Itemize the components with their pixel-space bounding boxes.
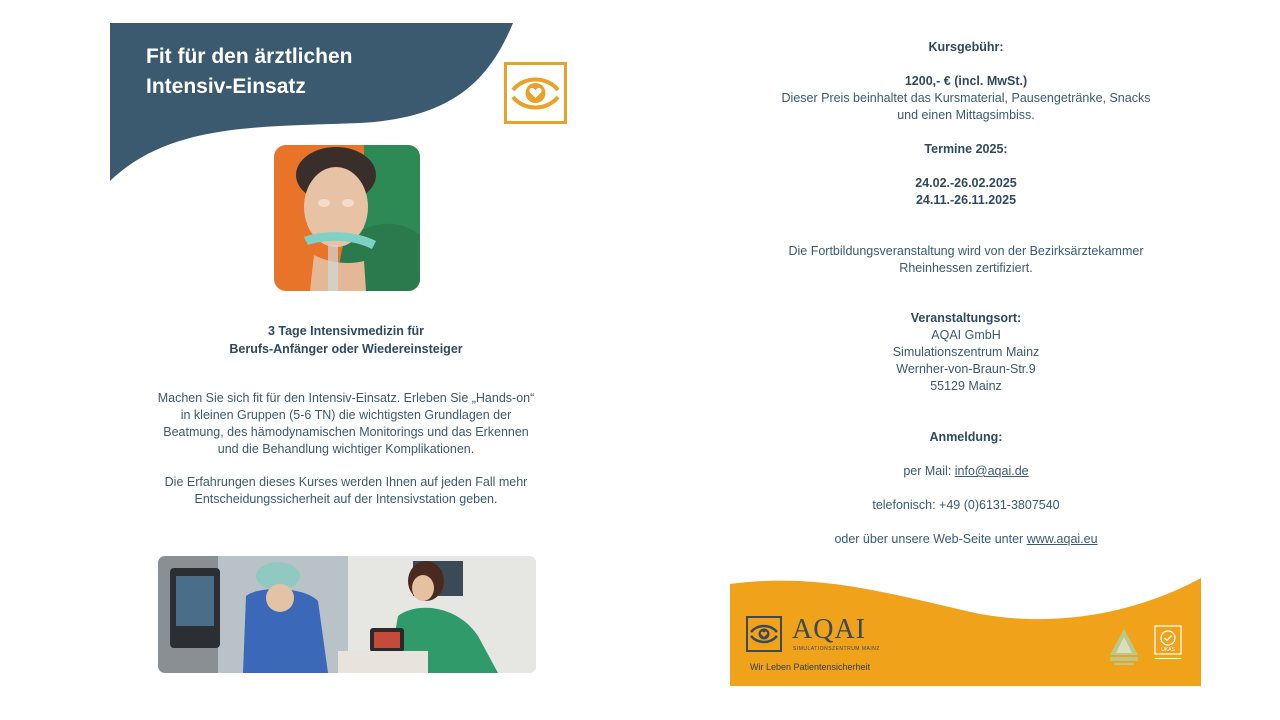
email-link[interactable]: info@aqai.de [954,464,1029,478]
mail-line [740,463,1192,480]
fee-note: und einen Mittagsimbiss. [897,108,1035,122]
page-title [146,42,353,102]
course-date: 24.02.-26.02.2025 [915,176,1017,190]
web-prefix: oder über unsere Web-Seite unter [834,532,1027,546]
venue-section [740,310,1192,395]
fee-value: 1200,- € (incl. MwSt.) [904,74,1028,88]
course-date: 24.11.-26.11.2025 [915,193,1017,207]
venue-line: AQAI GmbH [931,328,1001,342]
dates-heading: Termine 2025: [924,142,1008,156]
fee-heading: Kursgebühr: [928,40,1004,54]
title-line-2: Intensiv-Einsatz [146,75,306,98]
subtitle-line-2: Berufs-Anfänger oder Wiedereinsteiger [229,342,463,356]
description-line: Beatmung, des hämodynamischen Monitorings und das Erkennen [163,425,529,439]
description-line: in kleinen Gruppen (5-6 TN) die wichtigsten Grundlagen der [180,408,512,422]
benefit-line: Die Erfahrungen dieses Kurses werden Ihnen auf jeden Fall mehr [164,475,528,489]
ukas-badge [1152,625,1184,669]
venue-line: Wernher-von-Braun-Str.9 [896,362,1036,376]
certification-line: Rheinhessen zertifiziert. [899,261,1033,275]
description-line: und die Behandlung wichtiger Komplikationen. [217,442,475,456]
venue-line: 55129 Mainz [930,379,1002,393]
phone-line: telefonisch: +49 (0)6131-3807540 [872,498,1060,512]
brand-name: AQAI [792,614,866,645]
course-subtitle [140,322,552,358]
title-line-1: Fit für den ärztlichen [146,45,353,68]
fee-note: Dieser Preis beinhaltet das Kursmaterial, Pausengetränke, Snacks [781,91,1151,105]
course-fee-section [740,39,1192,124]
venue-heading: Veranstaltungsort: [910,311,1022,325]
certification-line: Die Fortbildungsveranstaltung wird von der Bezirksärztekammer [788,244,1144,258]
dates-section [740,141,1192,209]
brand-subtitle: SIMULATIONSZENTRUM MAINZ [793,646,880,652]
benefit-line: Entscheidungssicherheit auf der Intensivstation geben. [194,492,498,506]
venue-line: Simulationszentrum Mainz [892,345,1040,359]
subtitle-line-1: 3 Tage Intensivmedizin für [267,324,425,338]
registration-heading: Anmeldung: [929,430,1003,444]
ukas-label: UKAS [1161,647,1175,653]
simulation-team-photo [158,556,536,673]
brand-slogan: Wir Leben Patientensicherheit [750,662,871,672]
aqai-eye-heart-logo-icon [504,62,567,124]
certification-note [740,243,1192,277]
mannequin-photo [274,145,420,291]
mail-prefix: per Mail: [903,464,955,478]
certification-triangle-icon [1108,627,1140,669]
website-link[interactable]: www.aqai.eu [1026,532,1098,546]
web-line [740,531,1192,548]
registration-section [740,429,1192,548]
course-benefit [140,474,552,508]
course-description [140,390,552,458]
aqai-logo-icon [746,616,782,652]
description-line: Machen Sie sich fit für den Intensiv-Einsatz. Erleben Sie „Hands-on“ [157,391,535,405]
